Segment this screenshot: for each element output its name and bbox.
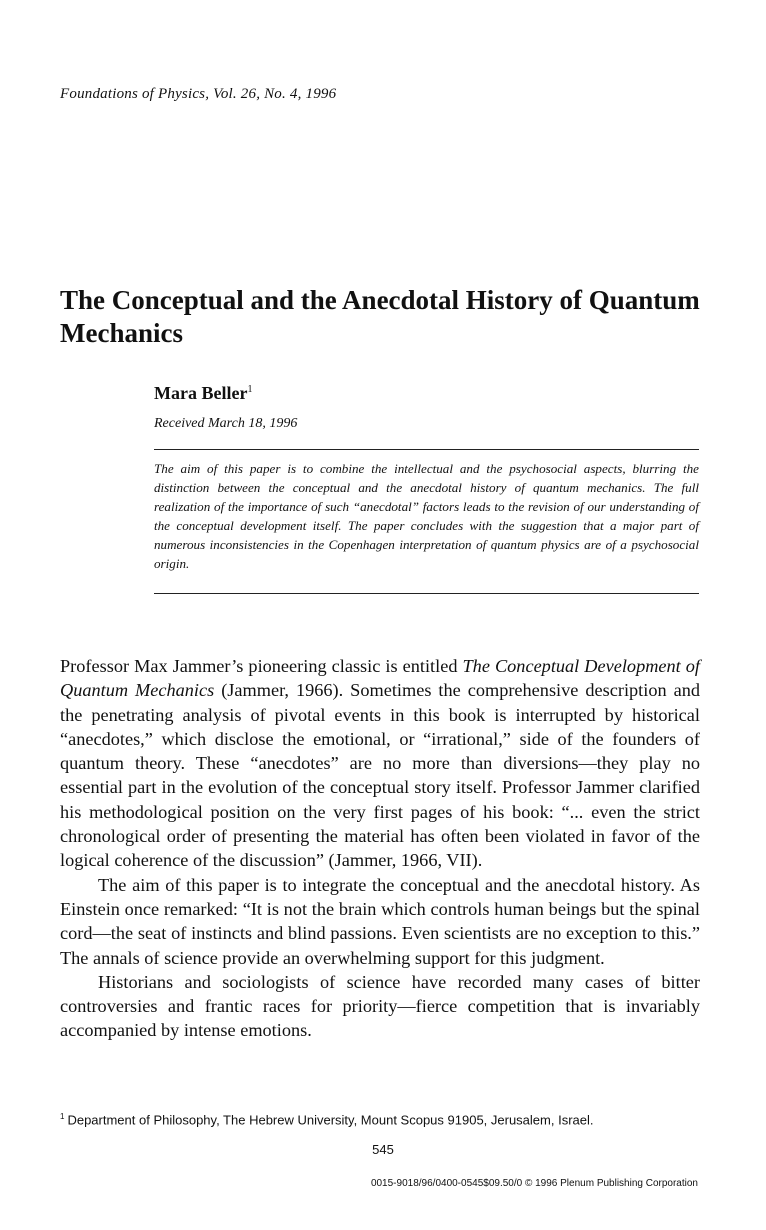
received-date: Received March 18, 1996	[154, 416, 298, 431]
abstract-bottom-rule	[154, 593, 699, 594]
footnote-mark: 1	[60, 1112, 65, 1121]
paragraph-3: Historians and sociologists of science have recorded many cases of bitter controversies and frantic races for priority—fierce competition that is invariably accompanied by intense emotions.	[60, 971, 700, 1041]
journal-citation: Foundations of Physics, Vol. 26, No. 4, 1996	[60, 86, 337, 102]
paragraph-1-lead: Professor Max Jammer’s pioneering classic is entitled	[60, 656, 463, 676]
page-number: 545	[372, 1142, 394, 1157]
footnote	[60, 1112, 700, 1127]
book-title: The Conceptual Development of Quantum Mechanics	[60, 656, 700, 701]
article-title: The Conceptual and the Anecdotal History of Quantum Mechanics	[60, 285, 700, 348]
body-text	[60, 654, 700, 1043]
author-name: Mara Beller	[154, 383, 248, 403]
paragraph-1-rest: (Jammer, 1966). Sometimes the comprehensive description and the penetrating analysis of pivotal events in this book is interrupted by historical “anecdotes,” which disclose the emotional, or “irrational,” side of the founders of quantum theory. These “anecdotes” are no more than diversions—they play no essential part in the evolution of the conceptual story itself. Professor Jammer clarified his methodological position on the very first pages of his book: “... even the strict chronological order of presenting the material has often been violated in favor of the logical coherence of the discussion” (Jammer, 1966, VII).	[60, 680, 700, 871]
author-footnote-mark: 1	[247, 384, 253, 395]
abstract-top-rule	[154, 449, 699, 450]
paragraph-1	[60, 654, 700, 873]
footnote-text: Department of Philosophy, The Hebrew University, Mount Scopus 91905, Jerusalem, Israel.	[67, 1112, 594, 1128]
copyright-line: 0015-9018/96/0400-0545$09.50/0 © 1996 Plenum Publishing Corporation	[370, 1178, 698, 1189]
author-line	[154, 383, 252, 404]
paragraph-2: The aim of this paper is to integrate the conceptual and the anecdotal history. As Einstein once remarked: “It is not the brain which controls human beings but the spinal cord—the seat of instincts and blind passions. Even scientists are no exception to this.” The annals of science provide an overwhelming support for this judgment.	[60, 874, 700, 968]
abstract: The aim of this paper is to combine the intellectual and the psychosocial aspects, blurring the distinction between the conceptual and the anecdotal history of quantum mechanics. The full realization of the importance of such “anecdotal” factors leads to the revision of our understanding of the conceptual development itself. The paper concludes with the suggestion that a major part of numerous inconsistencies in the Copenhagen interpretation of quantum physics are of a psychosocial origin.	[154, 461, 699, 571]
